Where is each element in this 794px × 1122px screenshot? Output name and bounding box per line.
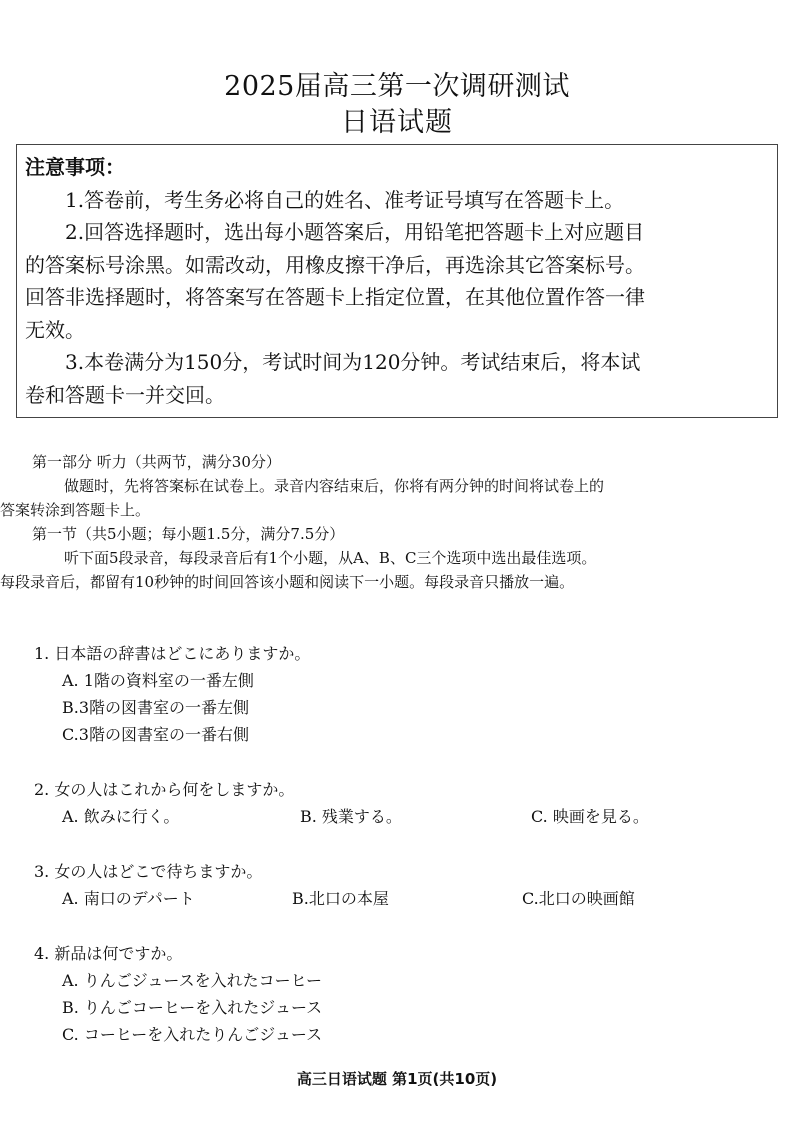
- notice-heading: 注意事项：: [25, 155, 125, 179]
- notice-line: 无效。: [25, 317, 85, 342]
- question-3: [34, 858, 734, 912]
- option-b: B. 残業する。: [300, 807, 402, 826]
- listening-instructions: [0, 450, 774, 594]
- question-stem: 4. 新品は何ですか。: [34, 944, 183, 963]
- part-title: 第一部分 听力（共两节，满分30分）: [32, 453, 281, 471]
- option-c: C.3階の図書室の一番右側: [62, 725, 249, 744]
- page-footer: 高三日语试题 第1页(共10页): [296, 1070, 498, 1088]
- notice-line: 的答案标号涂黑。如需改动，用橡皮擦干净后，再选涂其它答案标号。: [25, 252, 645, 277]
- section-description: 每段录音后，都留有10秒钟的时间回答该小题和阅读下一小题。每段录音只播放一遍。: [0, 573, 575, 591]
- question-2: [34, 776, 734, 830]
- notice-line: 回答非选择题时，将答案写在答题卡上指定位置，在其他位置作答一律: [25, 285, 645, 309]
- question-stem: 1. 日本語の辞書はどこにありますか。: [34, 644, 311, 663]
- question-4: [34, 940, 322, 1048]
- notice-line: 2.回答选择题时，选出每小题答案后，用铅笔把答题卡上对应题目: [65, 220, 645, 244]
- option-b: B. りんごコーヒーを入れたジュース: [62, 998, 323, 1017]
- notice-box: [16, 144, 778, 418]
- option-c: C.北口の映画館: [522, 889, 635, 908]
- option-c: C. 映画を見る。: [531, 807, 649, 826]
- question-1: [34, 640, 310, 748]
- section-title: 第一节（共5小题；每小题1.5分，满分7.5分）: [32, 525, 345, 543]
- section-description: 听下面5段录音，每段录音后有1个小题，从A、B、C三个选项中选出最佳选项。: [64, 549, 597, 567]
- option-c: C. コーヒーを入れたりんごジュース: [62, 1025, 323, 1044]
- option-b: B.3階の図書室の一番左側: [62, 698, 250, 717]
- notice-line: 1.答卷前，考生务必将自己的姓名、准考证号填写在答题卡上。: [65, 187, 625, 212]
- option-a: A. 1階の資料室の一番左側: [62, 671, 254, 690]
- exam-subject: 日语试题: [341, 107, 453, 138]
- question-stem: 3. 女の人はどこで待ちますか。: [34, 862, 263, 881]
- option-a: A. 飲みに行く。: [62, 807, 180, 826]
- notice-line: 卷和答题卡一并交回。: [25, 382, 225, 407]
- notice-line: 3.本卷满分为150分，考试时间为120分钟。考试结束后，将本试: [65, 350, 641, 374]
- part-description: 答案转涂到答题卡上。: [0, 501, 151, 519]
- option-b: B.北口の本屋: [292, 889, 389, 908]
- option-a: A. りんごジュースを入れたコーヒー: [62, 971, 322, 990]
- exam-title: 2025届高三第一次调研测试: [224, 71, 570, 102]
- option-a: A. 南口のデパート: [62, 889, 195, 908]
- part-description: 做题时，先将答案标在试卷上。录音内容结束后，你将有两分钟的时间将试卷上的: [64, 477, 605, 495]
- question-stem: 2. 女の人はこれから何をしますか。: [34, 780, 295, 799]
